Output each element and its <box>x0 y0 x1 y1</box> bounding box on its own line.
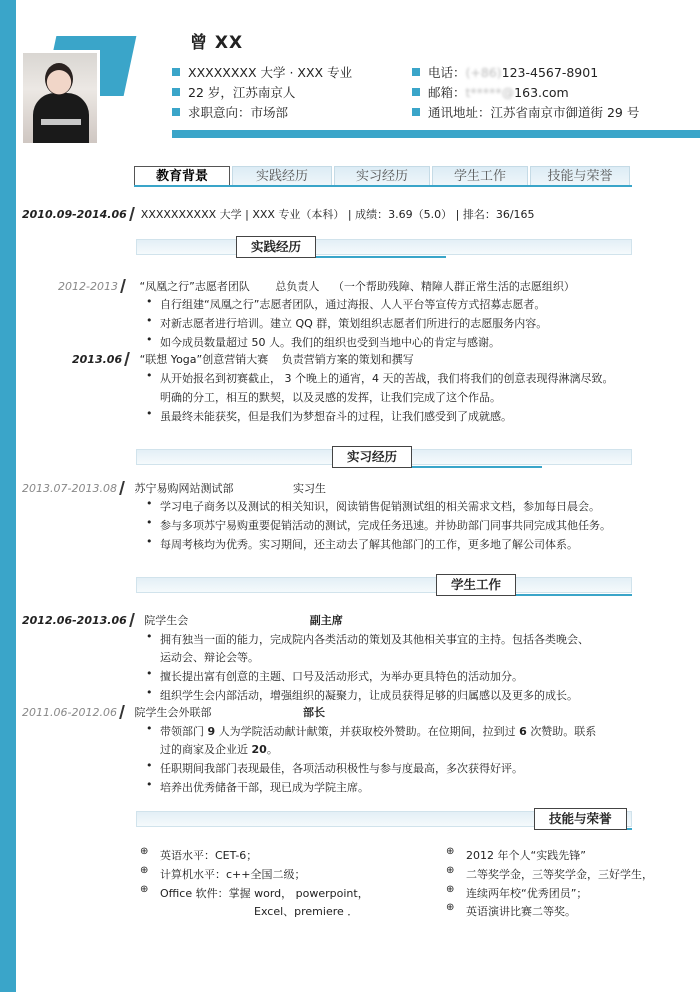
student-2-head: 2011.06-2012.06 院学生会外联部 部长 <box>22 706 325 719</box>
education-detail: XXXXXXXXXX 大学 | XXX 专业（本科） | 成绩：3.69（5.0） | 排名：36/165 <box>140 208 535 221</box>
student-1-head: 2012.06-2013.06 院学生会 副主席 <box>22 614 343 627</box>
practice-1-head: 2012-2013 “凤凰之行”志愿者团队 总负责人 （一个帮助残障、精障人群正常生活的志愿组织） <box>58 280 575 293</box>
tab-internship: 实习经历 <box>334 166 430 186</box>
student-2-bullet: • 任职期间我部门表现最佳，各项活动积极性与参与度最高，多次获得好评。 <box>160 760 523 776</box>
student-1-bullet-cont: 运动会、辩论会等。 <box>160 651 259 664</box>
profile-photo <box>20 50 100 146</box>
practice-2-head: 2013.06 “联想 Yoga”创意营销大赛 负责营销方案的策划和撰写 <box>72 353 414 366</box>
info-age: 22 岁，江苏南京人 <box>172 83 295 101</box>
skill-item: ⊕ 计算机水平：c++全国二级； <box>160 866 305 882</box>
section-tabs <box>134 166 632 186</box>
profile-photo-area <box>20 36 130 148</box>
info-phone: 电话：(+86)123-4567-8901 <box>412 63 598 81</box>
section-student-work <box>136 574 632 596</box>
student-1-bullet: • 拥有独当一面的能力，完成院内各类活动的策划及其他相关事宜的主持。包括各类晚会、 <box>160 631 589 647</box>
skill-item: ⊕ Office 软件：掌握 word， powerpoint， <box>160 885 369 901</box>
candidate-name: 曾 XX <box>190 33 244 53</box>
tab-skills: 技能与荣誉 <box>530 166 630 186</box>
tab-practice: 实践经历 <box>232 166 332 186</box>
practice-2-bullet: • 从开始报名到初赛截止， 3 个晚上的通宵，4 天的苦战，我们将我们的创意表现得淋漓尽致。 <box>160 370 613 386</box>
practice-2-bullet: • 虽最终未能获奖，但是我们为梦想奋斗的过程，让我们感受到了成就感。 <box>160 408 512 424</box>
honor-item: ⊕ 英语演讲比赛二等奖。 <box>466 903 576 919</box>
tab-student-work: 学生工作 <box>432 166 528 186</box>
section-internship <box>136 446 632 468</box>
info-address: 通讯地址：江苏省南京市御道街 29 号 <box>412 103 639 121</box>
internship-bullet: • 每周考核均为优秀。实习期间，还主动去了解其他部门的工作，更多地了解公司体系。 <box>160 536 578 552</box>
student-2-bullet: • 培养出优秀储备干部，现已成为学院主席。 <box>160 779 369 795</box>
tab-education: 教育背景 <box>134 166 230 186</box>
honor-item: ⊕ 连续两年校“优秀团员”； <box>466 885 587 901</box>
practice-1-bullet: • 对新志愿者进行培训。建立 QQ 群，策划组织志愿者们所进行的志愿服务内容。 <box>160 315 547 331</box>
education-date: 2010.09-2014.06 <box>22 208 127 221</box>
student-1-bullet: • 擅长提出富有创意的主题、口号及活动形式，为举办更具特色的活动加分。 <box>160 668 523 684</box>
practice-1-bullet: • 自行组建“凤凰之行”志愿者团队，通过海报、人人平台等宣传方式招募志愿者。 <box>160 296 545 312</box>
section-skills <box>136 808 632 830</box>
student-1-bullet: • 组织学生会内部活动，增强组织的凝聚力，让成员获得足够的归属感以及更多的成长。 <box>160 687 578 703</box>
student-2-bullet: • 带领部门 9 人为学院活动献计献策，并获取校外赞助。在位期间，拉到过 6 次赞助。联系 <box>160 723 596 739</box>
section-practice <box>136 236 632 258</box>
education-row <box>22 206 700 222</box>
left-accent-bar <box>0 0 16 992</box>
info-school: XXXXXXXX 大学 · XXX 专业 <box>172 63 352 81</box>
section-student-work-title: 学生工作 <box>436 574 516 596</box>
honor-item: ⊕ 二等奖学金，三等奖学金，三好学生， <box>466 866 653 882</box>
info-email: 邮箱：t*****@163.com <box>412 83 569 101</box>
tabs-underline <box>134 185 632 187</box>
section-internship-title: 实习经历 <box>332 446 412 468</box>
practice-2-bullet-cont: 明确的分工，相互的默契，以及灵感的发挥，让我们完成了这个作品。 <box>160 391 501 404</box>
skill-item-cont: Excel、premiere ． <box>254 905 359 918</box>
header-divider <box>172 130 700 138</box>
section-skills-title: 技能与荣誉 <box>534 808 627 830</box>
internship-bullet: • 参与多项苏宁易购重要促销活动的测试，完成任务迅速。并协助部门同事共同完成其他任务。 <box>160 517 611 533</box>
practice-1-bullet: • 如今成员数量超过 50 人。我们的组织也受到当地中心的肯定与感谢。 <box>160 334 500 350</box>
honor-item: ⊕ 2012 年个人“实践先锋” <box>466 847 586 863</box>
section-practice-title: 实践经历 <box>236 236 316 258</box>
student-2-bullet-cont: 过的商家及企业近 20。 <box>160 743 278 756</box>
info-objective: 求职意向：市场部 <box>172 103 288 121</box>
skill-item: ⊕ 英语水平：CET-6； <box>160 847 257 863</box>
internship-bullet: • 学习电子商务以及测试的相关知识，阅读销售促销测试组的相关需求文档，参加每日晨会。 <box>160 498 600 514</box>
internship-head: 2013.07-2013.08 苏宁易购网站测试部 实习生 <box>22 482 326 495</box>
